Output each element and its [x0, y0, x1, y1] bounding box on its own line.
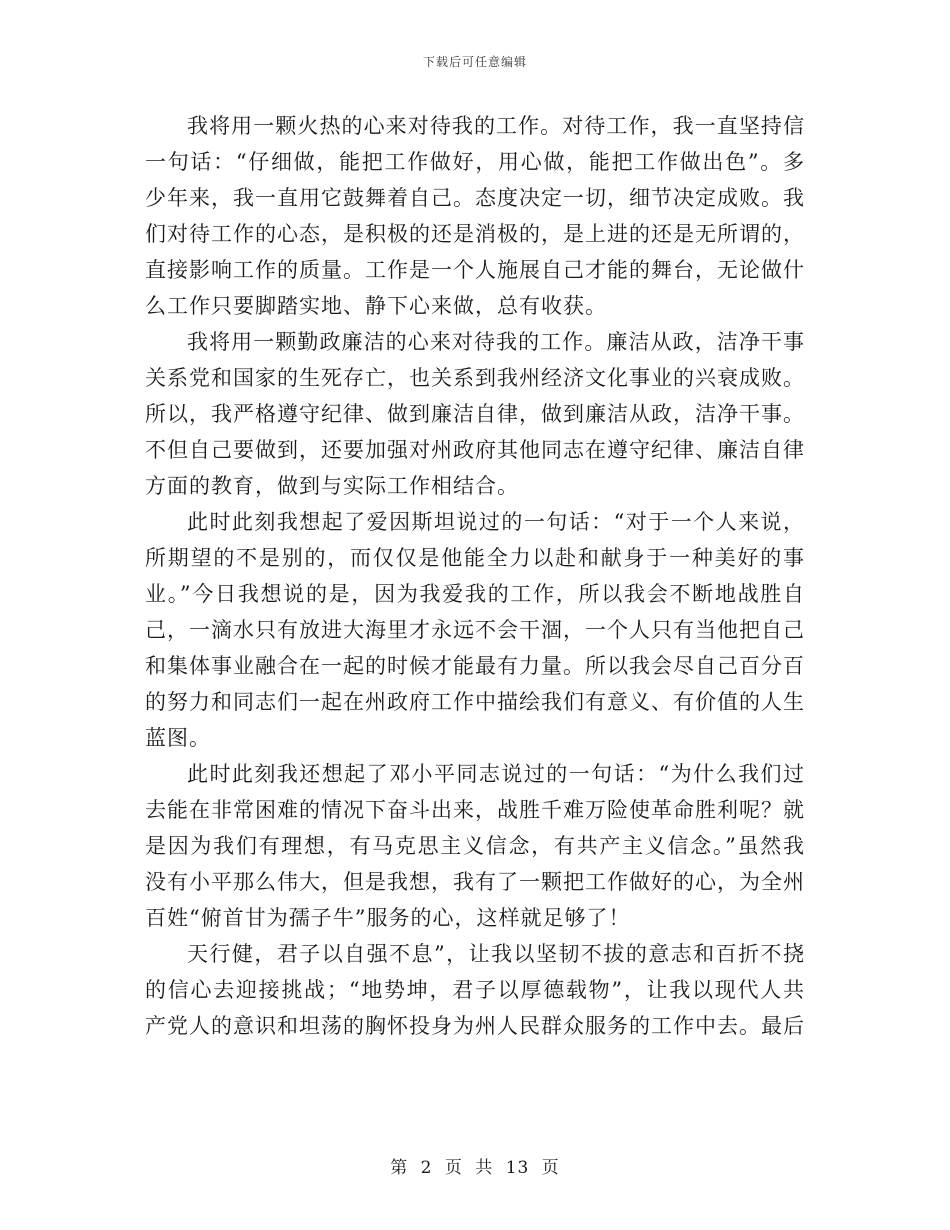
paragraph-einstein-quote: 此时此刻我想起了爱因斯坦说过的一句话：“对于一个人来说，所期望的不是别的，而仅仅是他能全力以赴和献身于一种美好的事业。”今日我想说的是，因为我爱我的工作，所以我会不断地战胜自己，一滴水只有放进大海里才永远不会干涸，一个人只有当他把自己和集体事业融合在一起的时候才能最有力量。所以我会尽自己百分百的努力和同志们一起在州政府工作中描绘我们有意义、有价值的人生蓝图。	[145, 510, 805, 750]
paragraph-integrity: 我将用一颗勤政廉洁的心来对待我的工作。廉洁从政，洁净干事关系党和国家的生死存亡，也关系到我州经济文化事业的兴衰成败。所以，我严格遵守纪律、做到廉洁自律，做到廉洁从政，洁净干事。不但自己要做到，还要加强对州政府其他同志在遵守纪律、廉洁自律方面的教育，做到与实际工作相结合。	[145, 330, 805, 498]
page-number-footer: 第 2 页 共 13 页	[390, 1158, 560, 1178]
document-body	[145, 108, 805, 1044]
paragraph-work-passion: 我将用一颗火热的心来对待我的工作。对待工作，我一直坚持信一句话：“仔细做，能把工作做好，用心做，能把工作做出色”。多少年来，我一直用它鼓舞着自己。态度决定一切，细节决定成败。我们对待工作的心态，是积极的还是消极的，是上进的还是无所谓的，直接影响工作的质量。工作是一个人施展自己才能的舞台，无论做什么工作只要脚踏实地、静下心来做，总有收获。	[145, 114, 805, 318]
paragraph-deng-quote: 此时此刻我还想起了邓小平同志说过的一句话：“为什么我们过去能在非常困难的情况下奋斗出来，战胜千难万险使革命胜利呢？就是因为我们有理想，有马克思主义信念，有共产主义信念。”虽然我没有小平那么伟大，但是我想，我有了一颗把工作做好的心，为全州百姓“俯首甘为孺子牛”服务的心，这样就足够了！	[145, 762, 805, 930]
paragraph-closing: 天行健，君子以自强不息”，让我以坚韧不拔的意志和百折不挠的信心去迎接挑战；“地势坤，君子以厚德载物”，让我以现代人共产党人的意识和坦荡的胸怀投身为州人民群众服务的工作中去。最后	[145, 942, 805, 1038]
page-header: 下载后可任意编辑	[422, 55, 527, 69]
